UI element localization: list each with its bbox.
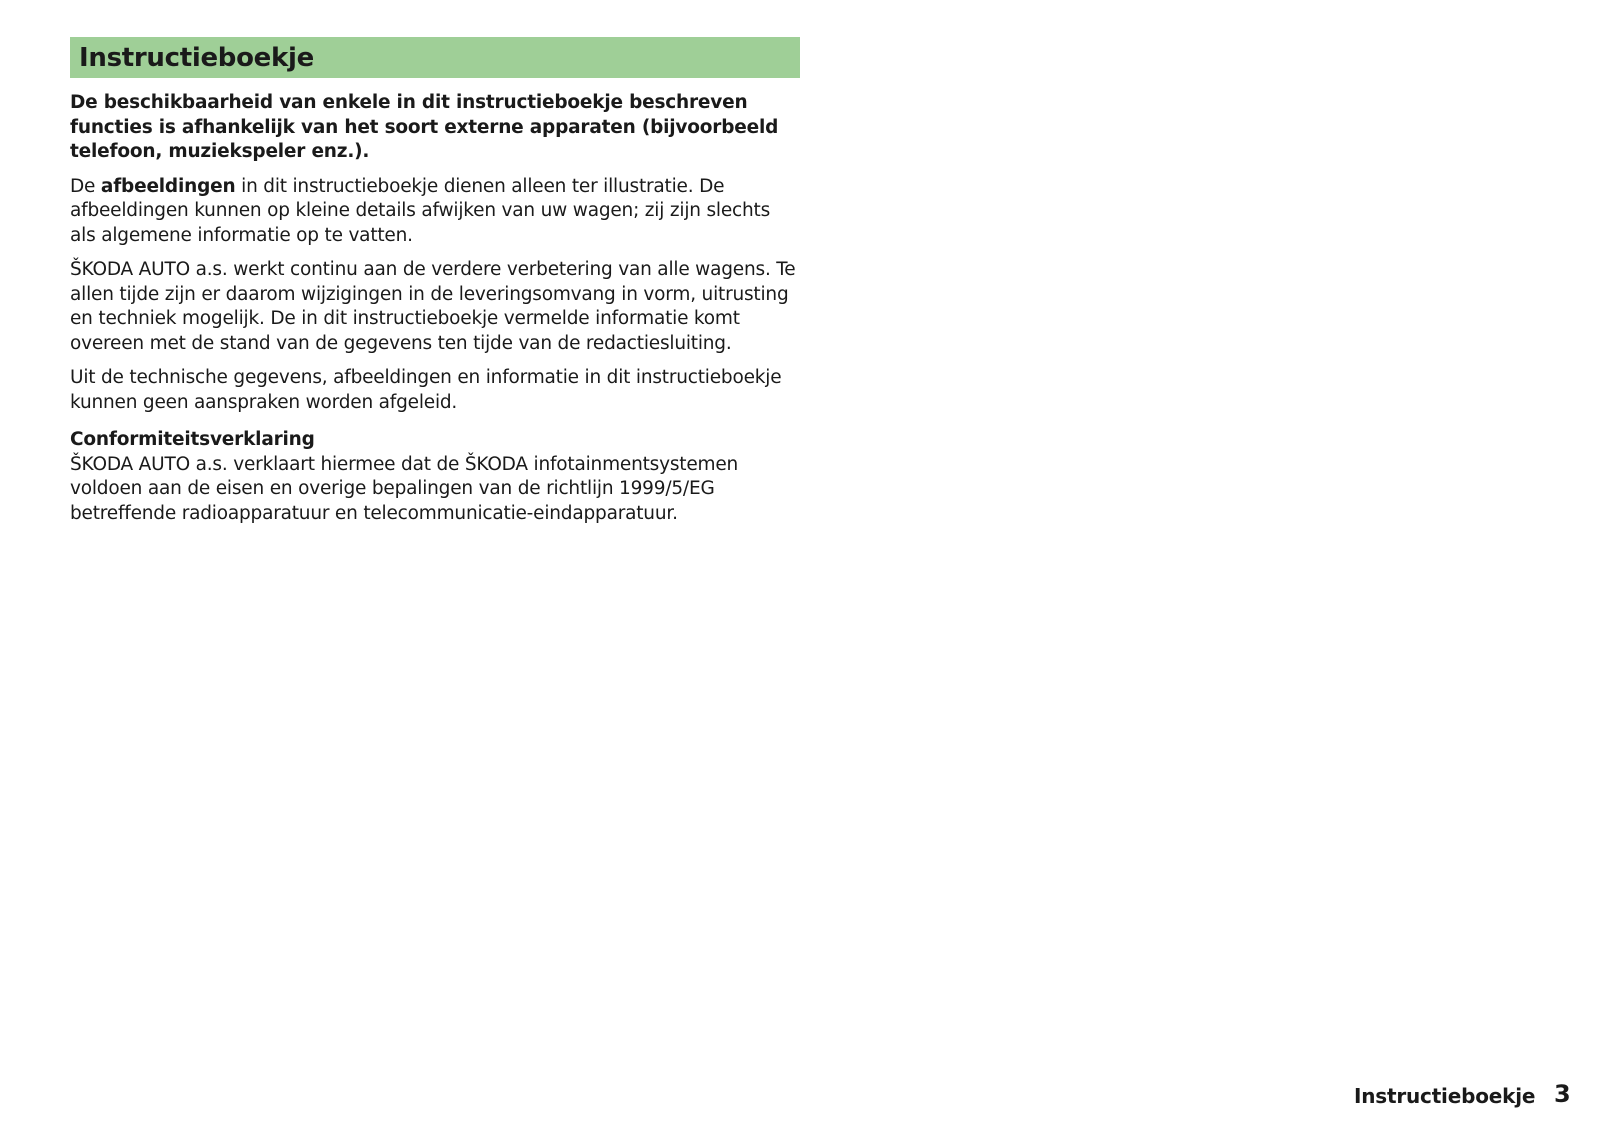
conformity-heading: Conformiteitsverklaring [70, 429, 315, 450]
images-paragraph-bold-word: afbeeldingen [100, 175, 236, 197]
intro-paragraph: De beschikbaarheid van enkele in dit instructieboekje beschreven functies is afhankelijk van het soort externe apparaten (bijvoorbeeld telefoon, muziekspeler enz.). [70, 92, 779, 162]
images-paragraph-lead: De [70, 175, 101, 197]
footer-section-title: Instructieboekje [1354, 1084, 1536, 1108]
images-paragraph-rest: in dit instructieboekje dienen alleen ter illustratie. De afbeeldingen kunnen op kleine details afwijken van uw wagen; zij zijn slechts als algemene informatie op te vatten. [70, 175, 771, 246]
content-column [70, 37, 800, 526]
section-title: Instructieboekje [79, 42, 314, 73]
conformity-paragraph: ŠKODA AUTO a.s. verklaart hiermee dat de ŠKODA infotainmentsystemen voldoen aan de eisen en overige bepalingen van de richtlijn 1999/5/EG betreffende radioapparatuur en telecommunicatie-eindapparatuur. [70, 453, 739, 524]
section-heading-bar [70, 37, 800, 78]
improvement-paragraph: ŠKODA AUTO a.s. werkt continu aan de verdere verbetering van alle wagens. Te allen tijde zijn er daarom wijzigingen in de leveringsomvang in vorm, uitrusting en techniek mogelijk. De in dit instructieboekje vermelde informatie komt overeen met de stand van de gegevens ten tijde van de redactiesluiting. [70, 259, 796, 354]
claims-paragraph: Uit de technische gegevens, afbeeldingen en informatie in dit instructieboekje kunnen geen aanspraken worden afgeleid. [70, 367, 782, 413]
page-number: 3 [1554, 1080, 1571, 1108]
images-paragraph [70, 175, 800, 249]
